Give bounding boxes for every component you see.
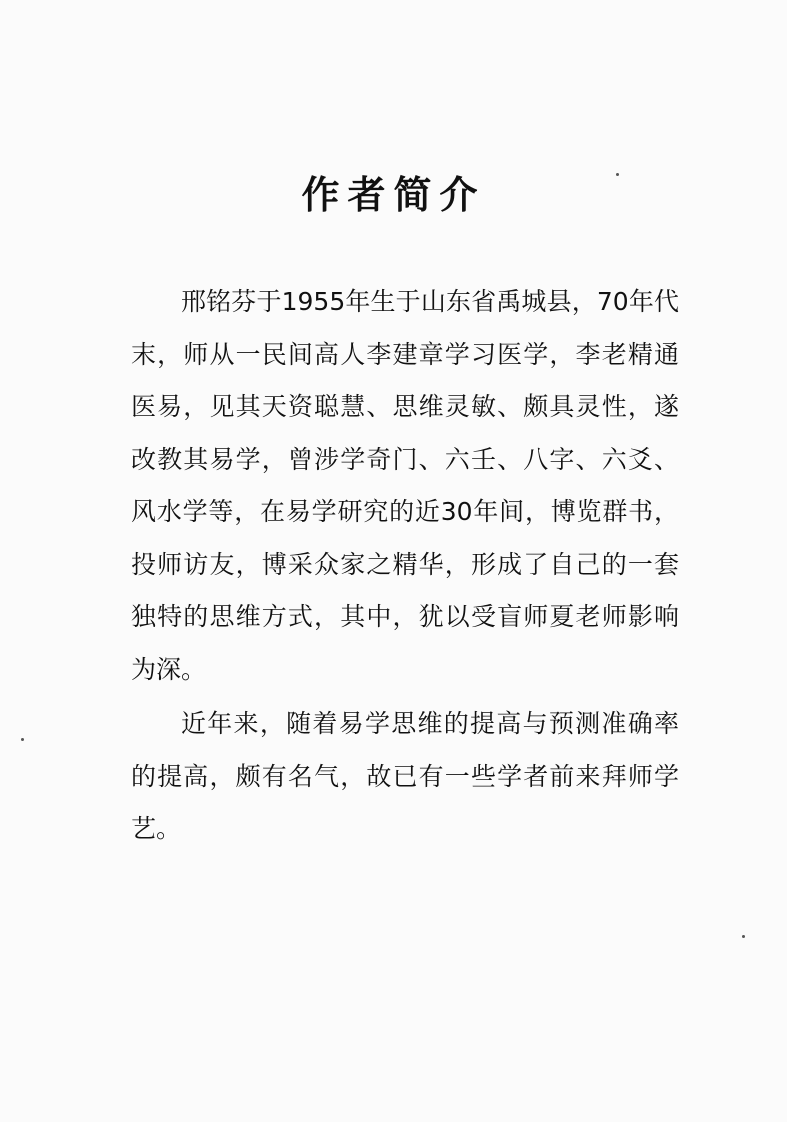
scan-speck	[21, 738, 24, 741]
bio-paragraph-1: 邢铭芬于1955年生于山东省禹城县，70年代末，师从一民间高人李建章学习医学，李老精通医易，见其天资聪慧、思维灵敏、颇具灵性，遂改教其易学，曾涉学奇门、六壬、八字、六爻、风水学等，在易学研究的近30年间，博览群书，投师访友，博采众家之精华，形成了自己的一套独特的思维方式，其中，犹以受盲师夏老师影响为深。	[131, 287, 679, 684]
author-bio	[131, 276, 679, 856]
page-title: 作者简介	[301, 173, 486, 217]
bio-paragraph-2: 近年来，随着易学思维的提高与预测准确率的提高，颇有名气，故已有一些学者前来拜师学艺。	[131, 709, 679, 843]
scan-speck	[742, 935, 745, 938]
scan-speck	[616, 173, 619, 176]
